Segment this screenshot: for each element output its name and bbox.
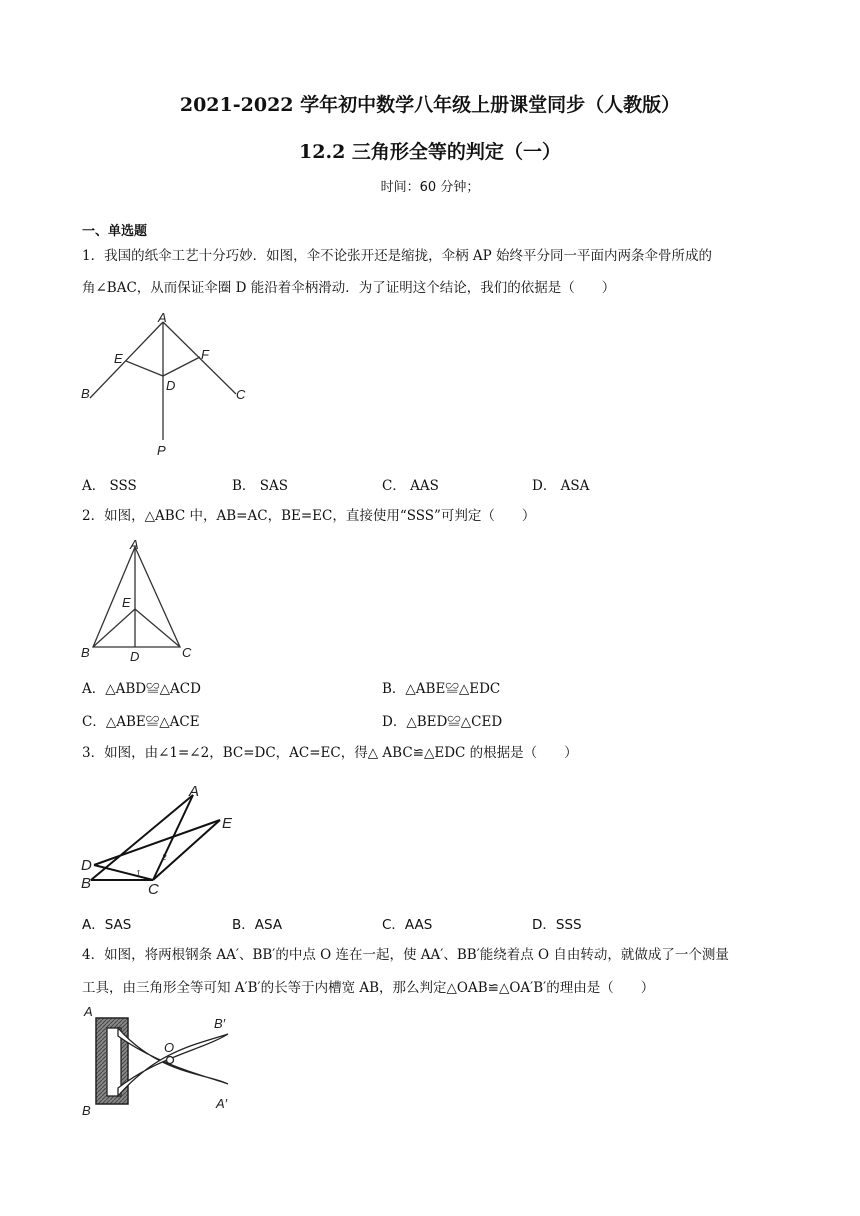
label-B: B xyxy=(81,875,92,892)
question-2-line-1: 2．如图，△ABC 中，AB=AC，BE=EC，直接使用“SSS”可判定（ ） xyxy=(82,508,536,524)
q1-option-c[interactable]: C． AAS xyxy=(382,478,439,494)
q2-option-a[interactable]: A．△ABD≌△ACD xyxy=(82,681,201,697)
q3-option-c[interactable]: C．AAS xyxy=(382,917,433,933)
question-1-line-1: 1．我国的纸伞工艺十分巧妙．如图，伞不论张开还是缩拢，伞柄 AP 始终平分同一平面内两条伞骨所成的 xyxy=(82,248,713,264)
label-B-prime: B′ xyxy=(214,1016,226,1031)
q1-option-a[interactable]: A． SSS xyxy=(82,478,137,494)
section-heading: 一、单选题 xyxy=(82,224,148,239)
lesson-title: 12.2 三角形全等的判定（一） xyxy=(299,141,561,163)
q3-option-d[interactable]: D．SSS xyxy=(532,917,582,933)
label-B: B xyxy=(81,645,90,660)
label-D: D xyxy=(166,378,176,393)
label-C: C xyxy=(236,387,246,402)
label-E: E xyxy=(114,351,123,366)
angle-label-1: 1 xyxy=(136,869,141,878)
question-1-line-2: 角∠BAC，从而保证伞圈 D 能沿着伞柄滑动．为了证明这个结论，我们的依据是（ ） xyxy=(82,280,616,296)
label-F: F xyxy=(201,347,209,362)
label-E: E xyxy=(122,595,131,610)
label-D: D xyxy=(81,857,92,874)
angle-label-2: 2 xyxy=(162,853,167,862)
label-A: A xyxy=(130,537,139,552)
label-B: B xyxy=(82,1103,91,1118)
label-C: C xyxy=(148,881,159,898)
q3-option-a[interactable]: A．SAS xyxy=(82,917,132,933)
label-E: E xyxy=(222,815,233,832)
question-4-line-2: 工具，由三角形全等可知 A′B′的长等于内槽宽 AB，那么判定△OAB≌△OA′B′的理由是（ ） xyxy=(82,980,655,996)
q1-option-b[interactable]: B． SAS xyxy=(232,478,288,494)
label-P: P xyxy=(157,443,166,458)
label-D: D xyxy=(130,649,140,664)
q2-option-b[interactable]: B．△ABE≌△EDC xyxy=(382,681,501,697)
umbrella-figure xyxy=(78,310,258,460)
triangle-figure xyxy=(78,537,208,665)
q3-option-b[interactable]: B．ASA xyxy=(232,917,283,933)
label-A: A xyxy=(189,783,200,800)
label-A-prime: A′ xyxy=(216,1096,228,1111)
label-A: A xyxy=(84,1004,93,1019)
question-3-line-1: 3．如图，由∠1=∠2，BC=DC，AC=EC，得△ ABC≌△EDC 的根据是（ ） xyxy=(82,745,578,761)
q2-option-c[interactable]: C．△ABE≌△ACE xyxy=(82,714,200,730)
label-C: C xyxy=(182,645,192,660)
time-limit: 时间：60 分钟； xyxy=(380,180,480,195)
q2-option-d[interactable]: D．△BED≌△CED xyxy=(382,714,503,730)
document-title: 2021-2022 学年初中数学八年级上册课堂同步（人教版） xyxy=(179,94,681,116)
label-O: O xyxy=(164,1040,175,1055)
question-4-line-1: 4．如图，将两根钢条 AA′、BB′的中点 O 连在一起，使 AA′、BB′能绕着点 O 自由转动，就做成了一个测量 xyxy=(82,947,729,963)
label-B: B xyxy=(81,386,90,401)
label-A: A xyxy=(158,310,167,325)
two-triangles-figure xyxy=(78,780,248,898)
caliper-figure xyxy=(78,1004,248,1124)
q1-option-d[interactable]: D． ASA xyxy=(532,478,590,494)
